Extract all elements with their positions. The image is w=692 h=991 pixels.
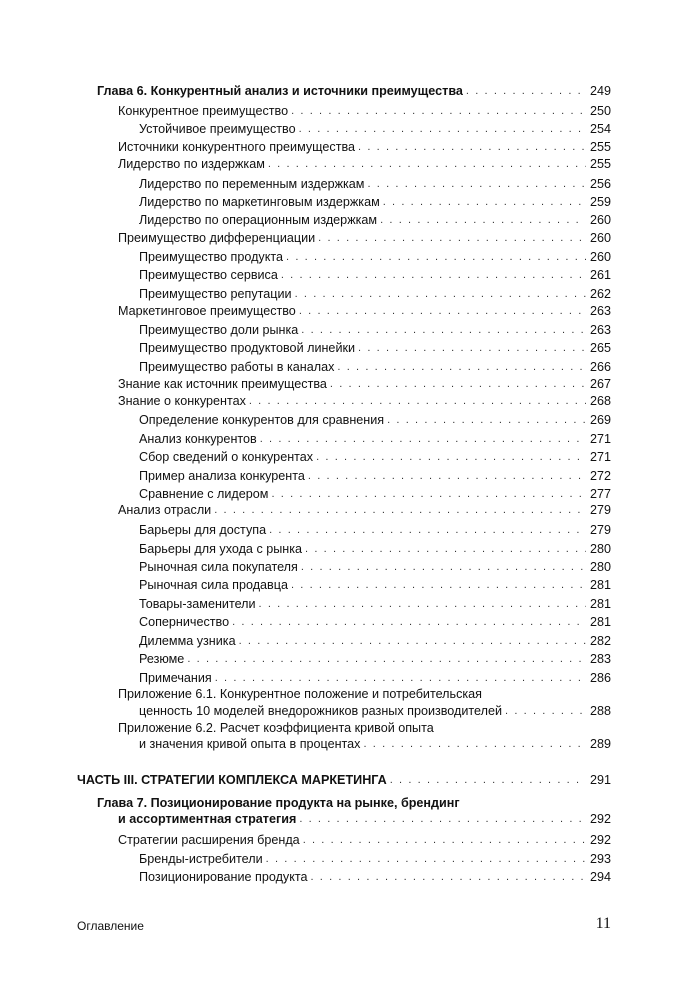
leader-dots	[311, 870, 587, 885]
toc-entry-page: 261	[589, 268, 611, 282]
toc-entry-page: 291	[589, 773, 611, 787]
toc-appendix-1-line1: Приложение 6.1. Конкурентное положение и потребительская	[118, 687, 482, 701]
toc-entry[interactable]	[139, 560, 611, 575]
leader-dots	[466, 84, 586, 99]
toc-entry-page: 259	[589, 195, 611, 209]
toc-entry-title: Маркетинговое преимущество	[118, 304, 296, 318]
toc-entry-page: 263	[589, 304, 611, 318]
toc-entry-title: Сбор сведений о конкурентах	[139, 450, 314, 464]
toc-entry-title: Преимущество дифференциации	[118, 231, 316, 245]
leader-dots	[291, 578, 586, 593]
toc-entry-page: 262	[589, 287, 611, 301]
toc-entry-title: Преимущество продукта	[139, 250, 284, 264]
toc-entry-page: 292	[589, 833, 611, 847]
toc-entry-title: Рыночная сила продавца	[139, 578, 288, 592]
toc-entry-page: 256	[589, 177, 611, 191]
toc-entry[interactable]	[118, 157, 611, 172]
toc-entry[interactable]	[118, 394, 611, 409]
toc-entry[interactable]	[139, 323, 611, 338]
toc-entry-page: 250	[589, 104, 611, 118]
toc-entry[interactable]	[139, 250, 611, 265]
leader-dots	[269, 523, 586, 538]
toc-entry-title: ЧАСТЬ III. СТРАТЕГИИ КОМПЛЕКСА МАРКЕТИНГА	[77, 773, 387, 787]
toc-entry-title: и ассортиментная стратегия	[118, 812, 297, 826]
toc-entry-page: 281	[589, 578, 611, 592]
toc-entry-page: 260	[589, 250, 611, 264]
toc-entry-page: 279	[589, 523, 611, 537]
toc-entry-title: Бренды-истребители	[139, 852, 263, 866]
leader-dots	[266, 852, 586, 867]
leader-dots	[303, 833, 586, 848]
leader-dots	[299, 122, 586, 137]
toc-entry[interactable]	[139, 597, 611, 612]
leader-dots	[259, 597, 586, 612]
leader-dots	[505, 704, 586, 719]
leader-dots	[301, 323, 586, 338]
toc-entry-title: Примечания	[139, 671, 212, 685]
toc-entry-title: Рыночная сила покупателя	[139, 560, 298, 574]
toc-entry[interactable]	[139, 523, 611, 538]
leader-dots	[301, 560, 586, 575]
toc-entry[interactable]	[139, 177, 611, 192]
toc-entry-title: Позиционирование продукта	[139, 870, 308, 884]
toc-entry[interactable]	[139, 487, 611, 502]
toc-entry-page: 288	[589, 704, 611, 718]
toc-chapter-6[interactable]	[97, 84, 611, 99]
toc-entry[interactable]	[139, 852, 611, 867]
toc-entry-page: 294	[589, 870, 611, 884]
toc-entry-title: и значения кривой опыта в процентах	[139, 737, 361, 751]
leader-dots	[363, 737, 586, 752]
leader-dots	[316, 450, 586, 465]
toc-entry-title: Лидерство по операционным издержкам	[139, 213, 378, 227]
toc-entry-title: Преимущество сервиса	[139, 268, 278, 282]
toc-entry-title: ценность 10 моделей внедорожников разных производителей	[139, 704, 503, 718]
toc-entry[interactable]	[118, 231, 611, 246]
toc-entry-page: 260	[589, 231, 611, 245]
page-number: 11	[595, 915, 611, 932]
toc-entry-page: 289	[589, 737, 611, 751]
leader-dots	[330, 377, 586, 392]
leader-dots	[215, 671, 586, 686]
toc-entry-page: 282	[589, 634, 611, 648]
leader-dots	[239, 634, 586, 649]
toc-entry-title: Лидерство по издержкам	[118, 157, 265, 171]
toc-entry-title: Определение конкурентов для сравнения	[139, 413, 385, 427]
toc-entry[interactable]	[139, 542, 611, 557]
toc-entry-page: 265	[589, 341, 611, 355]
toc-entry-page: 293	[589, 852, 611, 866]
toc-entry-page: 271	[589, 432, 611, 446]
toc-entry-title: Источники конкурентного преимущества	[118, 140, 356, 154]
toc-entry-page: 292	[589, 812, 611, 826]
leader-dots	[187, 652, 586, 667]
toc-part-3[interactable]	[77, 773, 611, 788]
toc-entry-title: Анализ отрасли	[118, 503, 212, 517]
toc-entry-page: 255	[589, 157, 611, 171]
toc-entry-page: 249	[589, 84, 611, 98]
toc-entry-title: Лидерство по маркетинговым издержкам	[139, 195, 380, 209]
toc-entry[interactable]	[139, 213, 611, 228]
toc-entry-page: 254	[589, 122, 611, 136]
toc-entry[interactable]	[118, 304, 611, 319]
toc-entry-title: Сравнение с лидером	[139, 487, 269, 501]
toc-entry-page: 272	[589, 469, 611, 483]
toc-entry[interactable]	[139, 615, 611, 630]
toc-entry[interactable]	[118, 833, 611, 848]
toc-entry[interactable]	[139, 287, 611, 302]
toc-entry-page: 268	[589, 394, 611, 408]
toc-entry-page: 271	[589, 450, 611, 464]
toc-entry-title: Преимущество доли рынка	[139, 323, 299, 337]
leader-dots	[271, 487, 586, 502]
toc-entry-page: 263	[589, 323, 611, 337]
toc-entry-title: Барьеры для доступа	[139, 523, 267, 537]
toc-entry[interactable]	[139, 469, 611, 484]
toc-entry-title: Анализ конкурентов	[139, 432, 257, 446]
toc-entry[interactable]	[118, 140, 611, 155]
leader-dots	[318, 231, 586, 246]
toc-entry-title: Знание о конкурентах	[118, 394, 246, 408]
toc-appendix-2-line1: Приложение 6.2. Расчет коэффициента кривой опыта	[118, 721, 434, 735]
leader-dots	[367, 177, 586, 192]
toc-entry-title: Глава 6. Конкурентный анализ и источники преимущества	[97, 84, 463, 98]
toc-entry[interactable]	[139, 268, 611, 283]
toc-entry-title: Пример анализа конкурента	[139, 469, 305, 483]
running-footer-title: Оглавление	[77, 919, 144, 933]
toc-entry-page: 255	[589, 140, 611, 154]
leader-dots	[232, 615, 586, 630]
toc-entry-page: 281	[589, 615, 611, 629]
toc-entry-title: Соперничество	[139, 615, 230, 629]
toc-entry-page: 280	[589, 542, 611, 556]
toc-entry-title: Преимущество работы в каналах	[139, 360, 335, 374]
toc-entry[interactable]	[139, 122, 611, 137]
toc-entry-page: 267	[589, 377, 611, 391]
leader-dots	[291, 104, 586, 119]
leader-dots	[358, 140, 586, 155]
leader-dots	[380, 213, 586, 228]
toc-entry-title: Товары-заменители	[139, 597, 256, 611]
toc-entry-title: Стратегии расширения бренда	[118, 833, 300, 847]
toc-entry[interactable]	[139, 870, 611, 885]
toc-entry-title: Преимущество продуктовой линейки	[139, 341, 356, 355]
toc-entry[interactable]	[139, 578, 611, 593]
toc-entry-title: Конкурентное преимущество	[118, 104, 289, 118]
toc-entry-page: 269	[589, 413, 611, 427]
leader-dots	[337, 360, 586, 375]
toc-entry-page: 279	[589, 503, 611, 517]
leader-dots	[387, 413, 586, 428]
toc-entry-page: 283	[589, 652, 611, 666]
leader-dots	[308, 469, 586, 484]
toc-entry[interactable]	[139, 450, 611, 465]
toc-entry[interactable]	[139, 341, 611, 356]
toc-entry-page: 286	[589, 671, 611, 685]
toc-entry-title: Резюме	[139, 652, 185, 666]
toc-entry-title: Лидерство по переменным издержкам	[139, 177, 365, 191]
toc-entry-page: 260	[589, 213, 611, 227]
toc-entry[interactable]	[118, 377, 611, 392]
toc-entry-title: Преимущество репутации	[139, 287, 292, 301]
toc-entry-title: Барьеры для ухода с рынка	[139, 542, 303, 556]
toc-entry-title: Дилемма узника	[139, 634, 236, 648]
leader-dots	[299, 304, 586, 319]
leader-dots	[268, 157, 586, 172]
leader-dots	[214, 503, 586, 518]
toc-chapter-7[interactable]	[118, 812, 611, 827]
leader-dots	[281, 268, 586, 283]
leader-dots	[299, 812, 586, 827]
toc-entry[interactable]	[139, 432, 611, 447]
toc-entry[interactable]	[139, 195, 611, 210]
toc-entry[interactable]	[139, 634, 611, 649]
toc-entry-page: 281	[589, 597, 611, 611]
toc-entry[interactable]	[139, 652, 611, 667]
toc-entry-title: Устойчивое преимущество	[139, 122, 296, 136]
toc-entry[interactable]	[118, 104, 611, 119]
toc-entry-page: 280	[589, 560, 611, 574]
toc-entry-title: Знание как источник преимущества	[118, 377, 327, 391]
leader-dots	[305, 542, 586, 557]
toc-entry-page: 277	[589, 487, 611, 501]
toc-entry[interactable]	[118, 503, 611, 518]
toc-entry[interactable]	[139, 413, 611, 428]
leader-dots	[286, 250, 586, 265]
toc-entry[interactable]	[139, 671, 611, 686]
leader-dots	[249, 394, 586, 409]
toc-chapter-7-line1: Глава 7. Позиционирование продукта на рынке, брендинг	[97, 796, 460, 810]
leader-dots	[390, 773, 586, 788]
leader-dots	[295, 287, 586, 302]
toc-appendix-1[interactable]	[139, 704, 611, 719]
toc-appendix-2[interactable]	[139, 737, 611, 752]
leader-dots	[260, 432, 586, 447]
leader-dots	[383, 195, 586, 210]
toc-entry-page: 266	[589, 360, 611, 374]
leader-dots	[358, 341, 586, 356]
toc-entry[interactable]	[139, 360, 611, 375]
